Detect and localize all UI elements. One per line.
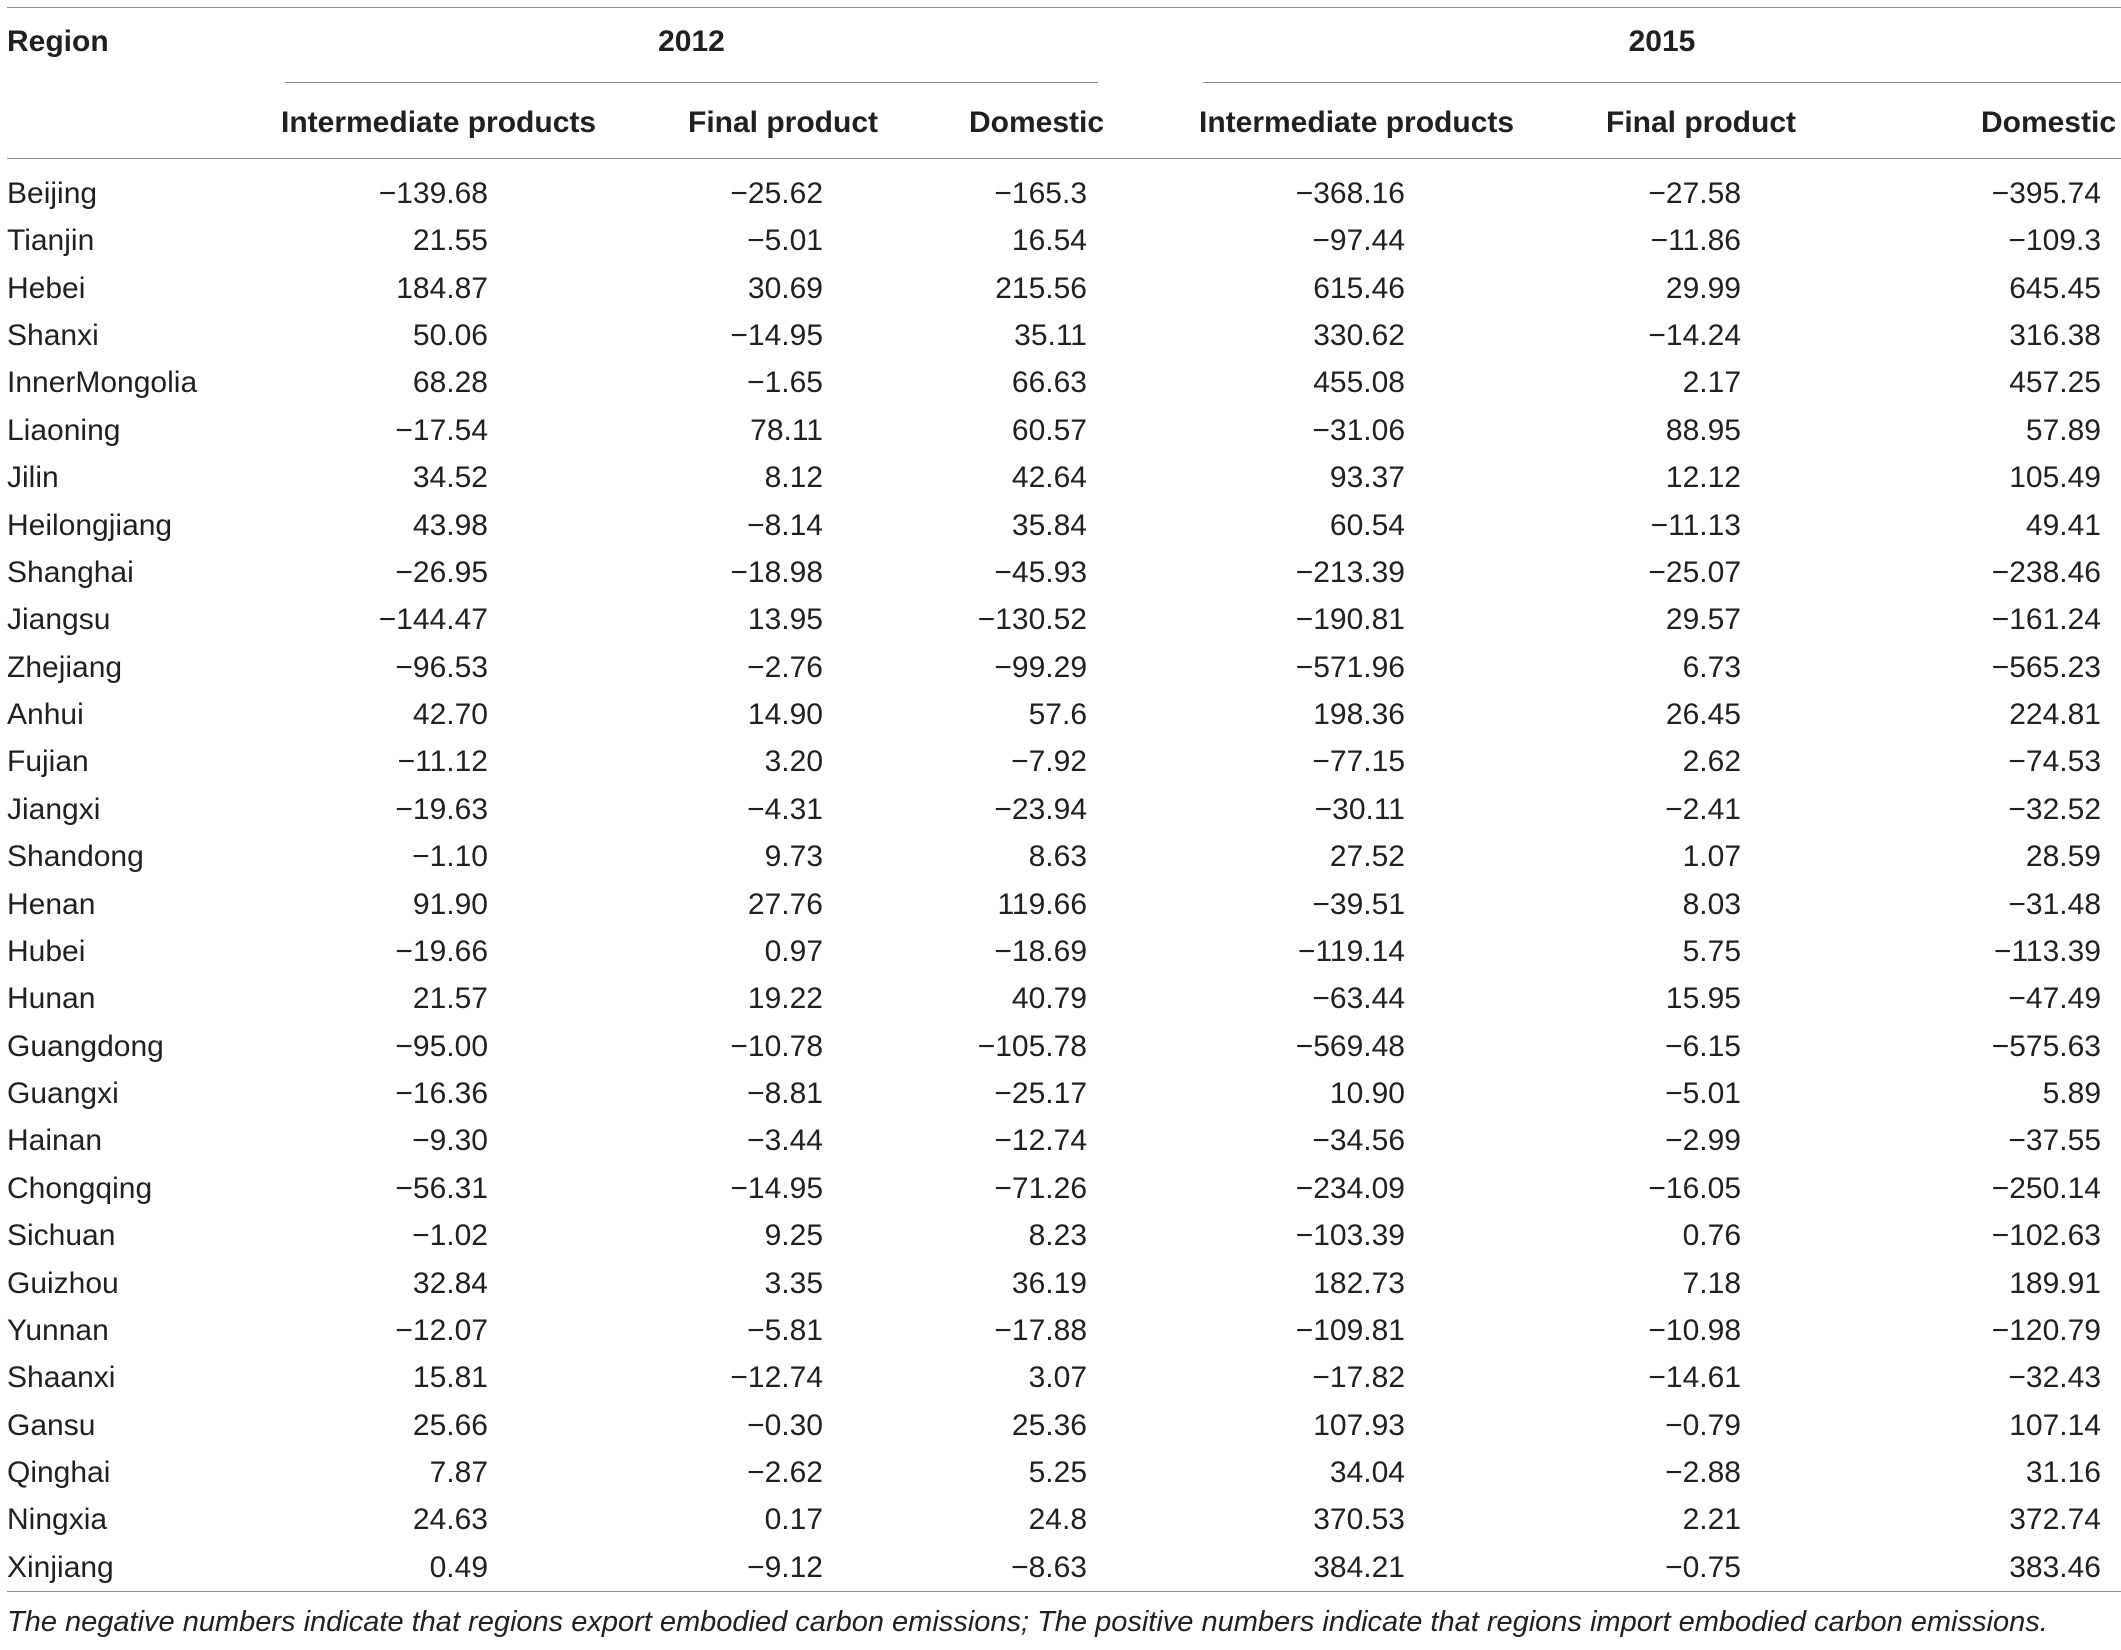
cell-2015-domestic: −565.23 [1991,650,2101,684]
row-label: Shandong [7,840,144,874]
cell-2015-intermediate: 198.36 [1313,698,1405,732]
cell-2012-intermediate: −56.31 [395,1171,488,1205]
row-label: Guangxi [7,1077,119,1111]
cell-2012-final: −3.44 [747,1124,823,1158]
cell-2015-intermediate: −213.39 [1295,555,1405,589]
cell-2012-domestic: 40.79 [1011,982,1087,1016]
cell-2015-final: −14.24 [1648,319,1741,353]
col-header-2015-domestic: Domestic [1980,106,2116,139]
cell-2015-intermediate: 330.62 [1313,319,1405,353]
cell-2015-intermediate: −30.11 [1314,792,1405,826]
row-label: Shaanxi [7,1361,116,1395]
cell-2012-final: −1.65 [747,366,823,400]
cell-2012-domestic: 119.66 [997,887,1087,921]
cell-2015-final: −2.99 [1665,1124,1741,1158]
row-label: Hebei [7,271,86,305]
cell-2015-domestic: 105.49 [2009,461,2101,495]
cell-2015-domestic: −37.55 [2008,1124,2101,1158]
cell-2012-intermediate: −9.30 [412,1124,488,1158]
cell-2012-final: 14.90 [747,698,823,732]
cell-2012-final: −5.01 [747,224,823,258]
cell-2015-final: 29.99 [1665,271,1741,305]
cell-2012-domestic: 8.63 [1028,840,1087,874]
cell-2015-domestic: −31.48 [2008,887,2101,921]
cell-2012-domestic: 60.57 [1011,413,1087,447]
region-header: Region [7,25,109,58]
cell-2012-intermediate: −16.36 [395,1077,488,1111]
cell-2015-intermediate: −17.82 [1312,1361,1405,1395]
cell-2015-final: −10.98 [1648,1313,1741,1347]
cell-2012-domestic: 25.36 [1011,1408,1087,1442]
cell-2015-domestic: −109.3 [2008,224,2101,258]
cell-2015-domestic: −32.52 [2008,792,2101,826]
cell-2015-intermediate: 27.52 [1329,840,1405,874]
cell-2012-intermediate: −11.12 [397,745,488,779]
cell-2015-intermediate: 107.93 [1313,1408,1405,1442]
cell-2012-final: 3.20 [764,745,823,779]
cell-2012-domestic: −45.93 [994,555,1087,589]
cell-2015-intermediate: 93.37 [1329,461,1405,495]
cell-2012-intermediate: 34.52 [412,461,488,495]
cell-2012-intermediate: −96.53 [395,650,488,684]
cell-2015-domestic: −102.63 [1991,1219,2101,1253]
cell-2012-domestic: 42.64 [1011,461,1087,495]
cell-2015-intermediate: −109.81 [1295,1313,1405,1347]
cell-2012-intermediate: −1.02 [412,1219,488,1253]
cell-2015-intermediate: −234.09 [1295,1171,1405,1205]
table-footnote: The negative numbers indicate that regions export embodied carbon emissions; The positive numbers indicate that regions import embodied carbon emissions. [7,1606,2048,1638]
cell-2012-domestic: −23.94 [994,792,1087,826]
cell-2015-final: −5.01 [1665,1077,1741,1111]
cell-2012-intermediate: −19.66 [395,934,488,968]
cell-2012-domestic: −71.26 [994,1171,1087,1205]
cell-2012-domestic: −105.78 [977,1029,1087,1063]
cell-2012-intermediate: 50.06 [412,319,488,353]
cell-2015-domestic: −575.63 [1991,1029,2101,1063]
col-header-2015-final: Final product [1606,106,1796,139]
cell-2012-final: −2.62 [747,1455,823,1489]
cell-2015-final: −2.41 [1665,792,1741,826]
cell-2012-final: 9.25 [764,1219,823,1253]
cell-2012-domestic: −165.3 [994,177,1087,210]
cell-2012-domestic: −99.29 [994,650,1087,684]
cell-2012-final: 0.97 [764,934,823,968]
cell-2015-final: −0.79 [1665,1408,1741,1442]
cell-2015-domestic: −120.79 [1991,1313,2101,1347]
cell-2012-domestic: 3.07 [1028,1361,1087,1395]
cell-2015-final: −27.58 [1648,177,1741,210]
cell-2012-domestic: 16.54 [1011,224,1087,258]
row-label: Heilongjiang [7,508,173,542]
cell-2015-final: 6.73 [1682,650,1741,684]
year-header-2015: 2015 [1628,25,1696,58]
cell-2012-intermediate: 21.55 [412,224,488,258]
cell-2012-final: −5.81 [747,1313,823,1347]
cell-2015-domestic: 57.89 [2025,413,2101,447]
cell-2015-final: −25.07 [1648,555,1741,589]
cell-2012-intermediate: −95.00 [395,1029,488,1063]
cell-2012-intermediate: 7.87 [429,1455,488,1489]
col-header-2015-intermediate: Intermediate products [1199,106,1515,139]
cell-2012-final: 9.73 [764,840,823,874]
bottom-rule [7,1591,2121,1592]
row-label: Guangdong [7,1029,164,1063]
cell-2015-domestic: 107.14 [2009,1408,2101,1442]
cell-2015-final: 5.75 [1682,934,1741,968]
row-label: Ningxia [7,1503,108,1537]
year-2012-underline [285,82,1098,83]
row-label: Chongqing [7,1171,153,1205]
cell-2012-final: 78.11 [750,413,823,447]
cell-2012-domestic: 215.56 [995,271,1087,305]
cell-2015-intermediate: −571.96 [1295,650,1405,684]
row-label: Liaoning [7,413,121,447]
cell-2012-final: −8.14 [747,508,823,542]
cell-2015-final: −11.13 [1650,508,1741,542]
row-label: Shanghai [7,555,134,589]
cell-2015-final: 8.03 [1682,887,1741,921]
cell-2012-domestic: 35.84 [1011,508,1087,542]
cell-2012-domestic: −12.74 [994,1124,1087,1158]
cell-2015-intermediate: 34.04 [1329,1455,1405,1489]
header-rule [7,158,2121,159]
year-2015-underline [1203,82,2121,83]
cell-2015-intermediate: 60.54 [1329,508,1405,542]
cell-2012-final: −18.98 [730,555,823,589]
cell-2012-final: −14.95 [730,319,823,353]
cell-2012-intermediate: −1.10 [412,840,488,874]
cell-2012-domestic: 36.19 [1011,1266,1087,1300]
top-rule [7,7,2121,8]
cell-2015-domestic: 383.46 [2009,1550,2101,1584]
col-header-2012-domestic: Domestic [969,106,1105,139]
cell-2012-domestic: 35.11 [1014,319,1087,353]
cell-2012-final: 19.22 [747,982,823,1016]
cell-2012-intermediate: 91.90 [412,887,488,921]
cell-2012-final: 0.17 [764,1503,823,1537]
cell-2012-final: 8.12 [764,461,823,495]
cell-2012-intermediate: −17.54 [395,413,488,447]
cell-2012-final: −2.76 [747,650,823,684]
cell-2012-intermediate: 42.70 [412,698,488,732]
year-header-2012: 2012 [658,25,725,58]
cell-2015-domestic: 189.91 [2009,1266,2101,1300]
cell-2015-domestic: 224.81 [2009,698,2101,732]
cell-2015-intermediate: 370.53 [1313,1503,1405,1537]
cell-2012-intermediate: −139.68 [378,177,488,210]
cell-2012-intermediate: 21.57 [412,982,488,1016]
cell-2015-final: 7.18 [1682,1266,1741,1300]
cell-2012-intermediate: −12.07 [395,1313,488,1347]
cell-2012-intermediate: 184.87 [396,271,488,305]
cell-2012-domestic: −25.17 [994,1077,1087,1111]
cell-2015-final: 1.07 [1682,840,1741,874]
cell-2012-final: −14.95 [730,1171,823,1205]
row-label: Jiangxi [7,792,101,826]
cell-2015-domestic: 645.45 [2009,271,2101,305]
cell-2015-final: −0.75 [1665,1550,1741,1584]
cell-2015-intermediate: −119.14 [1297,934,1405,968]
cell-2015-domestic: −74.53 [2008,745,2101,779]
cell-2015-domestic: −395.74 [1991,177,2101,210]
cell-2015-final: 29.57 [1665,603,1741,637]
cell-2012-final: −25.62 [730,177,823,210]
row-label: Guizhou [7,1266,119,1300]
row-label: Anhui [7,698,84,732]
cell-2015-intermediate: −569.48 [1295,1029,1405,1063]
cell-2015-domestic: 49.41 [2025,508,2101,542]
cell-2012-intermediate: 25.66 [412,1408,488,1442]
cell-2012-final: −10.78 [730,1029,823,1063]
row-label: Jiangsu [7,603,111,637]
row-label: Jilin [7,461,59,495]
row-label: Tianjin [7,224,95,258]
cell-2015-domestic: −113.39 [1993,934,2101,968]
cell-2015-intermediate: 455.08 [1313,366,1405,400]
cell-2015-intermediate: 384.21 [1313,1550,1405,1584]
cell-2015-intermediate: −39.51 [1312,887,1405,921]
cell-2015-domestic: 316.38 [2009,319,2101,353]
row-label: Hainan [7,1124,103,1158]
cell-2012-intermediate: 15.81 [412,1361,488,1395]
cell-2012-final: −0.30 [747,1408,823,1442]
cell-2015-final: 88.95 [1665,413,1741,447]
cell-2012-domestic: −7.92 [1011,745,1087,779]
cell-2015-final: −11.86 [1650,224,1741,258]
cell-2015-domestic: −161.24 [1991,603,2101,637]
row-label: Qinghai [7,1455,111,1489]
cell-2015-intermediate: −368.16 [1295,177,1405,210]
cell-2015-final: 2.62 [1682,745,1741,779]
cell-2012-domestic: 5.25 [1028,1455,1087,1489]
cell-2015-final: −2.88 [1665,1455,1741,1489]
cell-2015-intermediate: −103.39 [1295,1219,1405,1253]
cell-2012-intermediate: 32.84 [412,1266,488,1300]
row-label: Shanxi [7,319,99,353]
row-label: Hunan [7,982,96,1016]
cell-2015-final: 2.21 [1682,1503,1741,1537]
cell-2015-domestic: 28.59 [2025,840,2101,874]
cell-2015-intermediate: −97.44 [1312,224,1405,258]
cell-2012-domestic: −130.52 [977,603,1087,637]
cell-2015-intermediate: 182.73 [1313,1266,1405,1300]
cell-2015-domestic: 457.25 [2009,366,2101,400]
cell-2012-domestic: 8.23 [1028,1219,1087,1253]
cell-2015-final: 26.45 [1665,698,1741,732]
col-header-2012-intermediate: Intermediate products [281,106,597,139]
cell-2015-intermediate: −34.56 [1312,1124,1405,1158]
row-label: Yunnan [7,1313,109,1347]
cell-2012-final: 3.35 [764,1266,823,1300]
row-label: Henan [7,887,96,921]
cell-2015-final: −16.05 [1648,1171,1741,1205]
cell-2015-intermediate: −77.15 [1312,745,1405,779]
cell-2015-domestic: −250.14 [1991,1171,2101,1205]
cell-2012-domestic: 57.6 [1028,698,1087,732]
cell-2012-intermediate: 43.98 [412,508,488,542]
cell-2012-intermediate: −19.63 [395,792,488,826]
cell-2015-domestic: 31.16 [2025,1455,2101,1489]
cell-2012-final: 27.76 [747,887,823,921]
cell-2012-intermediate: −26.95 [395,555,488,589]
cell-2015-intermediate: −190.81 [1295,603,1405,637]
row-label: InnerMongolia [7,366,198,400]
cell-2015-domestic: −32.43 [2008,1361,2101,1395]
cell-2015-intermediate: 10.90 [1329,1077,1405,1111]
cell-2015-domestic: 5.89 [2042,1077,2101,1111]
row-label: Hubei [7,934,86,968]
cell-2015-domestic: −47.49 [2008,982,2101,1016]
cell-2012-domestic: −8.63 [1011,1550,1087,1584]
cell-2015-final: −14.61 [1648,1361,1741,1395]
row-label: Gansu [7,1408,96,1442]
cell-2012-final: −9.12 [747,1550,823,1584]
cell-2015-intermediate: −63.44 [1312,982,1405,1016]
row-label: Zhejiang [7,650,123,684]
cell-2012-intermediate: 68.28 [412,366,488,400]
cell-2015-final: 0.76 [1682,1219,1741,1253]
cell-2012-intermediate: 24.63 [412,1503,488,1537]
cell-2015-domestic: 372.74 [2009,1503,2101,1537]
cell-2012-domestic: −17.88 [994,1313,1087,1347]
cell-2012-final: 13.95 [747,603,823,637]
row-label: Beijing [7,177,98,210]
cell-2012-final: −8.81 [747,1077,823,1111]
cell-2015-intermediate: −31.06 [1312,413,1405,447]
row-label: Sichuan [7,1219,116,1253]
cell-2012-domestic: 24.8 [1028,1503,1087,1537]
cell-2015-final: 15.95 [1665,982,1741,1016]
cell-2012-domestic: −18.69 [994,934,1087,968]
cell-2012-final: −12.74 [730,1361,823,1395]
cell-2012-domestic: 66.63 [1011,366,1087,400]
cell-2012-intermediate: 0.49 [429,1550,488,1584]
cell-2015-final: −6.15 [1665,1029,1741,1063]
col-header-2012-final: Final product [688,106,878,139]
cell-2012-final: 30.69 [747,271,823,305]
cell-2015-final: 12.12 [1665,461,1741,495]
cell-2012-intermediate: −144.47 [378,603,488,637]
cell-2015-domestic: −238.46 [1991,555,2101,589]
cell-2015-final: 2.17 [1682,366,1741,400]
row-label: Xinjiang [7,1550,114,1584]
cell-2015-intermediate: 615.46 [1313,271,1405,305]
cell-2012-final: −4.31 [747,792,823,826]
row-label: Fujian [7,745,89,779]
